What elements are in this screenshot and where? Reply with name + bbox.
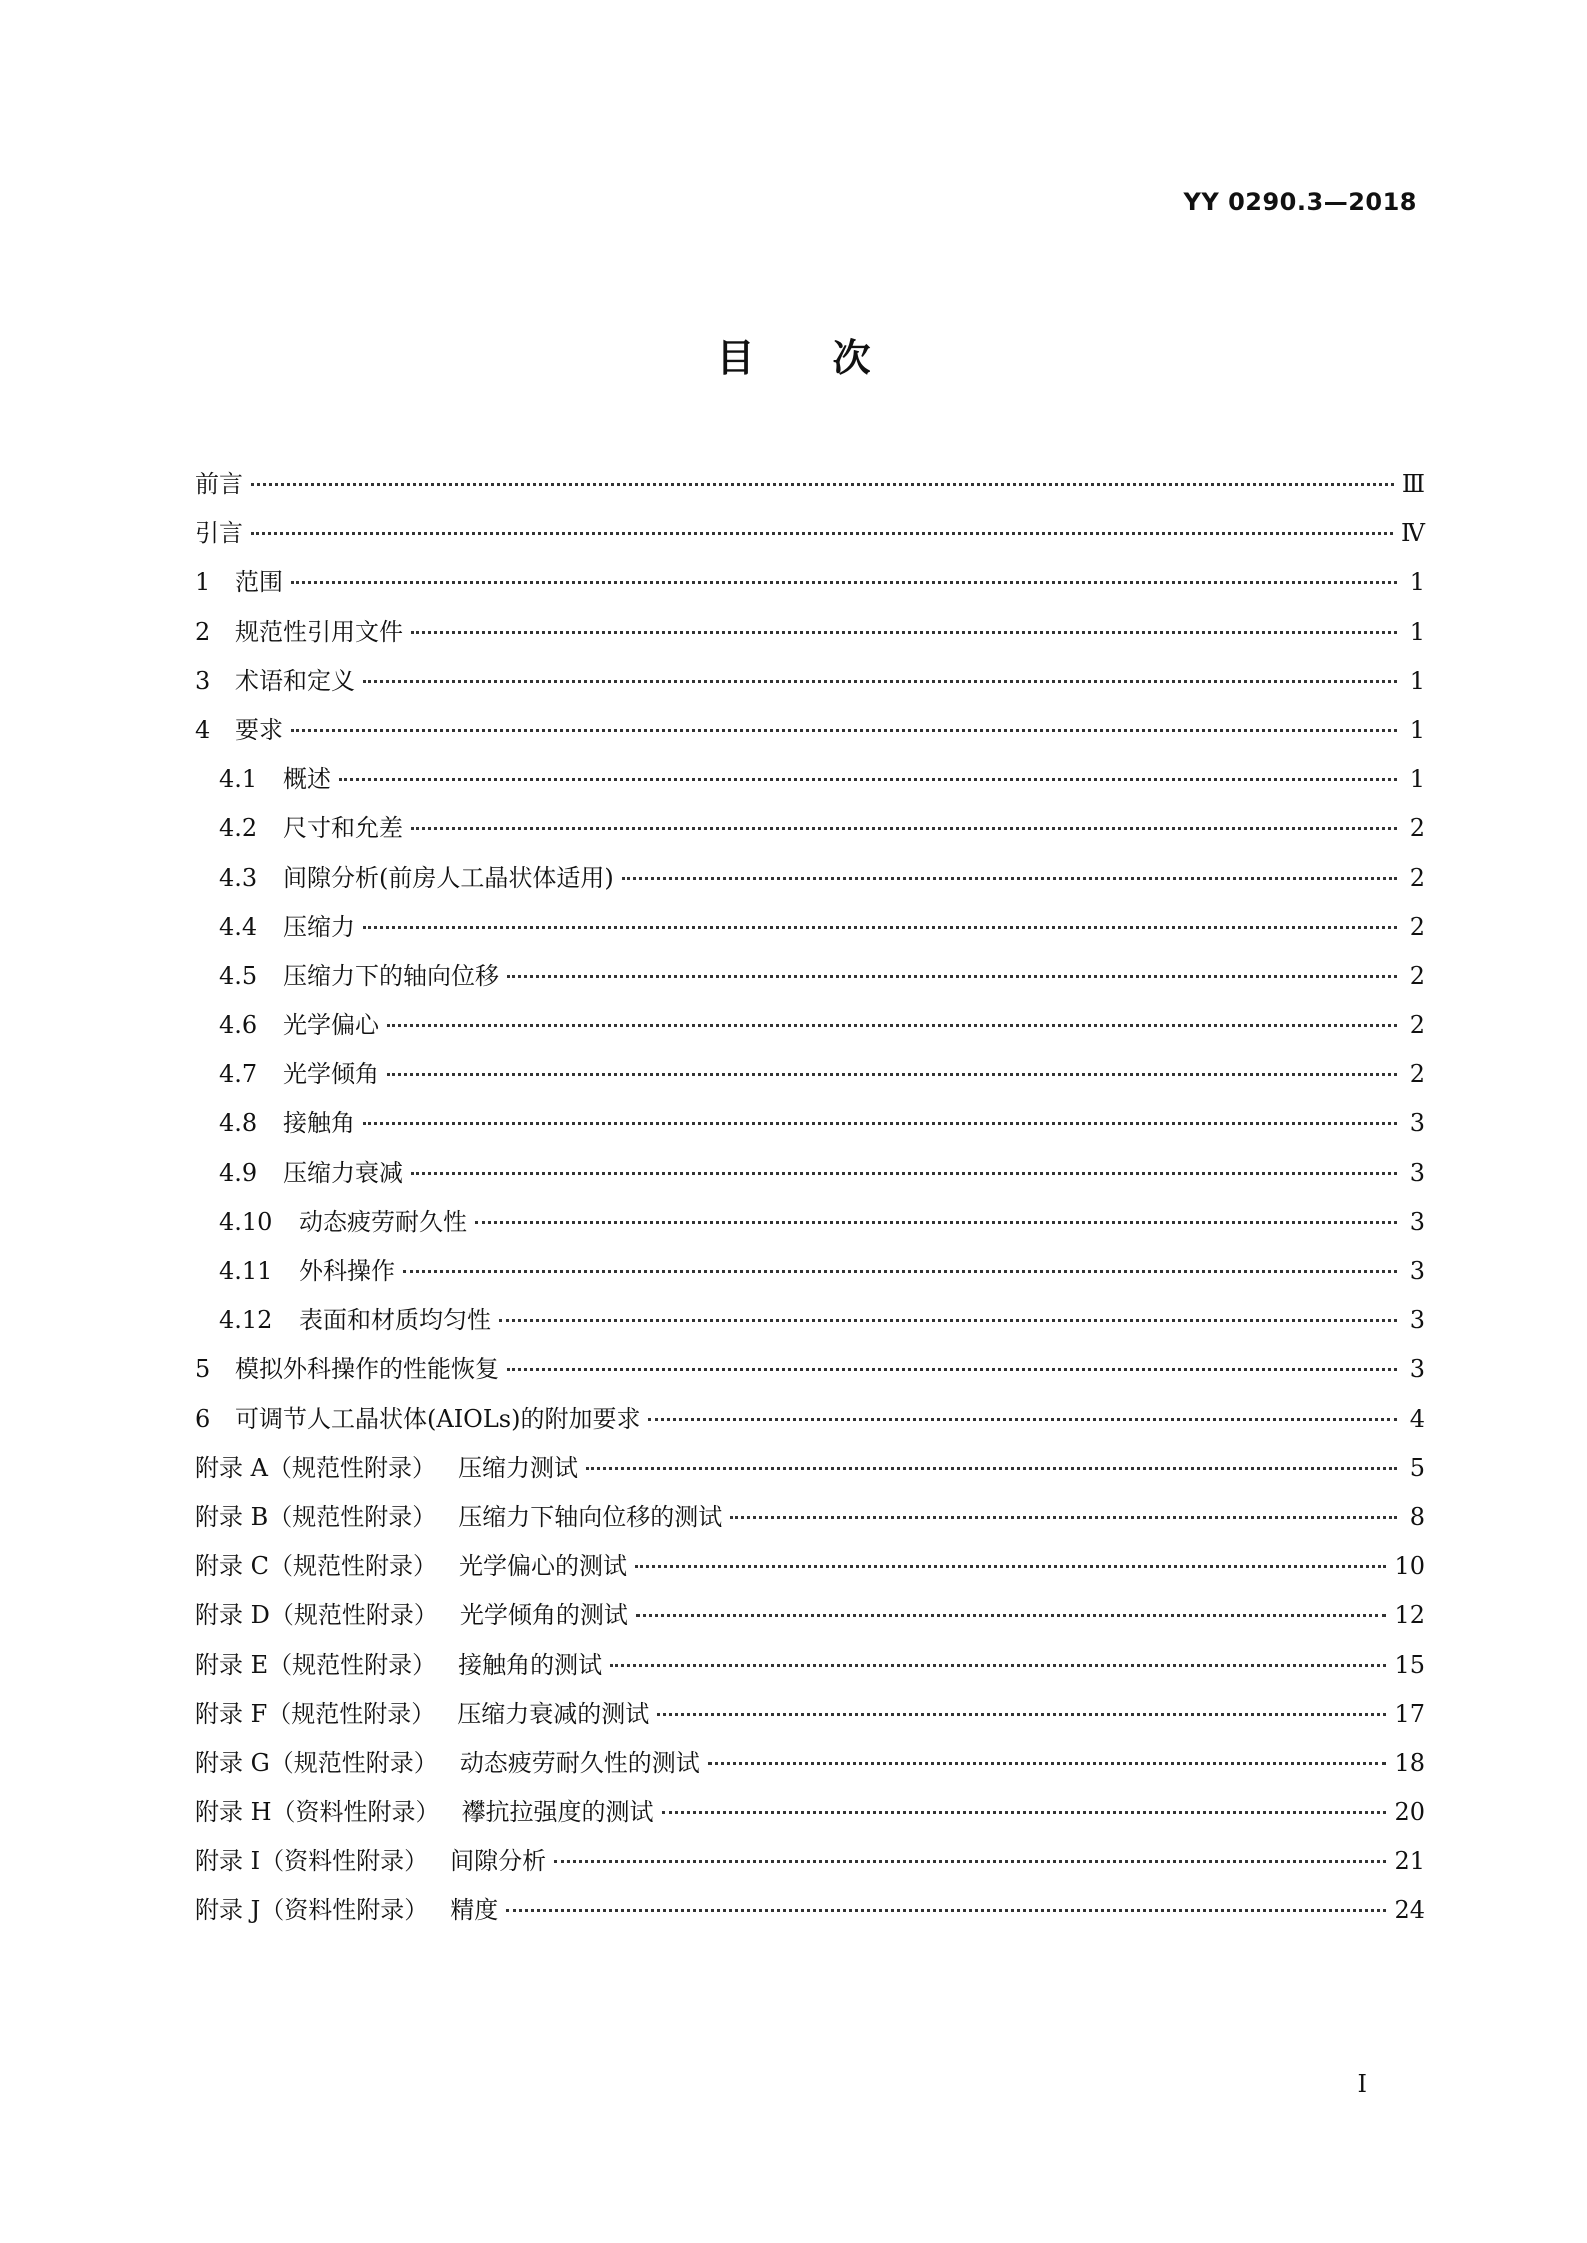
toc-leader-dots <box>475 1221 1397 1224</box>
toc-entry-number: 1 <box>195 568 211 597</box>
toc-entry[interactable] <box>195 854 1425 903</box>
toc-entry-page: 2 <box>1409 863 1425 892</box>
toc-entry-label: 光学偏心 <box>283 1011 379 1040</box>
toc-leader-dots <box>657 1713 1386 1716</box>
toc-entry-page: 3 <box>1409 1158 1425 1187</box>
toc-entry[interactable] <box>195 608 1425 657</box>
toc-entry-page: 8 <box>1409 1502 1425 1531</box>
toc-entry-label: 接触角 <box>283 1109 355 1138</box>
toc-leader-dots <box>507 1368 1397 1371</box>
toc-leader-dots <box>554 1860 1386 1863</box>
toc-entry-label: 光学倾角的测试 <box>459 1601 628 1630</box>
toc-entry-page: 17 <box>1394 1699 1425 1728</box>
toc-entry[interactable] <box>195 509 1425 558</box>
toc-entry-page: 2 <box>1409 814 1425 843</box>
toc-leader-dots <box>499 1319 1397 1322</box>
toc-leader-dots <box>662 1811 1387 1814</box>
toc-entry-label: 引言 <box>195 519 243 548</box>
toc-entry-page: 20 <box>1394 1798 1425 1827</box>
toc-leader-dots <box>291 729 1397 732</box>
toc-entry-label: 压缩力下轴向位移的测试 <box>458 1502 723 1531</box>
toc-leader-dots <box>363 926 1397 929</box>
toc-leader-dots <box>291 581 1397 584</box>
toc-leader-dots <box>506 1909 1386 1912</box>
toc-entry-page: 18 <box>1394 1748 1425 1777</box>
toc-entry-annex-tag: 附录 E（规范性附录） <box>195 1650 437 1679</box>
toc-entry-number: 4.3 <box>219 863 258 892</box>
toc-leader-dots <box>507 975 1397 978</box>
toc-entry-page: 2 <box>1409 1060 1425 1089</box>
toc-entry[interactable] <box>195 1690 1425 1739</box>
toc-entry[interactable] <box>195 1493 1425 1542</box>
toc-entry-label: 接触角的测试 <box>458 1650 603 1679</box>
toc-entry[interactable] <box>195 952 1425 1001</box>
toc-entry-page: 21 <box>1394 1847 1425 1876</box>
toc-entry-page: 1 <box>1409 765 1425 794</box>
toc-entry-annex-tag: 附录 C（规范性附录） <box>195 1552 437 1581</box>
toc-entry[interactable] <box>195 1444 1425 1493</box>
toc-entry-label: 术语和定义 <box>235 666 355 695</box>
toc-entry-label: 光学倾角 <box>283 1060 379 1089</box>
toc-entry-label: 动态疲劳耐久性 <box>299 1207 467 1236</box>
toc-entry-number: 4.6 <box>219 1011 258 1040</box>
toc-entry[interactable] <box>195 1591 1425 1640</box>
toc-leader-dots <box>411 631 1397 634</box>
toc-entry-page: 5 <box>1409 1453 1425 1482</box>
toc-entry-number: 3 <box>195 666 211 695</box>
toc-entry-label: 压缩力 <box>283 912 355 941</box>
toc-entry-number: 4.5 <box>219 961 258 990</box>
toc-entry-number: 4.11 <box>219 1257 273 1285</box>
toc-entry[interactable] <box>195 1198 1425 1247</box>
toc-leader-dots <box>387 1073 1397 1076</box>
toc-entry-number: 4.9 <box>219 1158 258 1187</box>
toc-entry-label: 光学偏心的测试 <box>459 1552 627 1581</box>
toc-entry[interactable] <box>195 1886 1425 1935</box>
toc-entry-number: 4.4 <box>219 912 258 941</box>
document-code: YY 0290.3—2018 <box>1183 188 1417 216</box>
toc-leader-dots <box>586 1467 1397 1470</box>
toc-entry-label: 精度 <box>450 1896 499 1925</box>
toc-entry-annex-tag: 附录 A（规范性附录） <box>195 1453 436 1482</box>
toc-entry-page: 3 <box>1409 1109 1425 1138</box>
toc-entry-label: 襻抗拉强度的测试 <box>461 1798 654 1827</box>
toc-entry-page: 15 <box>1394 1650 1425 1679</box>
toc-entry-page: 4 <box>1409 1404 1425 1433</box>
toc-entry-number: 4 <box>195 715 211 744</box>
toc-entry-annex-tag: 附录 D（规范性附录） <box>195 1601 438 1630</box>
toc-entry-label: 压缩力衰减 <box>283 1158 403 1187</box>
toc-leader-dots <box>251 532 1393 535</box>
toc-entry-page: Ⅲ <box>1401 470 1425 498</box>
toc-entry-page: 10 <box>1394 1552 1425 1581</box>
toc-entry-number: 4.2 <box>219 814 258 843</box>
toc-leader-dots <box>708 1762 1387 1765</box>
toc-entry-page: Ⅳ <box>1401 519 1425 548</box>
toc-entry-number: 5 <box>195 1355 211 1384</box>
toc-leader-dots <box>610 1664 1386 1667</box>
toc-entry[interactable] <box>195 1837 1425 1886</box>
toc-entry-page: 2 <box>1409 1011 1425 1040</box>
toc-entry-label: 范围 <box>235 568 283 597</box>
toc-entry[interactable] <box>195 1395 1425 1444</box>
toc-entry[interactable] <box>195 1542 1425 1591</box>
toc-entry[interactable] <box>195 706 1425 755</box>
toc-leader-dots <box>636 1614 1387 1617</box>
toc-entry-annex-tag: 附录 G（规范性附录） <box>195 1748 438 1777</box>
toc-entry-number: 4.1 <box>219 765 258 794</box>
toc-entry-page: 3 <box>1409 1207 1425 1236</box>
toc-entry-label: 模拟外科操作的性能恢复 <box>235 1355 499 1384</box>
toc-entry-page: 2 <box>1409 912 1425 941</box>
toc-entry-page: 1 <box>1409 568 1425 597</box>
toc-entry-label: 可调节人工晶状体(AIOLs)的附加要求 <box>235 1404 641 1433</box>
toc-entry[interactable] <box>195 460 1425 509</box>
toc-leader-dots <box>622 877 1397 880</box>
toc-entry-number: 4.12 <box>219 1306 273 1335</box>
toc-leader-dots <box>730 1516 1397 1519</box>
page-title: 目次 <box>716 336 949 380</box>
toc-entry-label: 规范性引用文件 <box>235 617 403 646</box>
toc-entry[interactable] <box>195 1149 1425 1198</box>
toc-leader-dots <box>403 1270 1397 1273</box>
toc-leader-dots <box>411 1172 1397 1175</box>
toc-entry-label: 前言 <box>195 470 243 498</box>
toc-entry[interactable] <box>195 1099 1425 1148</box>
toc-entry-page: 3 <box>1409 1306 1425 1335</box>
toc-leader-dots <box>251 483 1394 486</box>
toc-entry-number: 6 <box>195 1404 211 1433</box>
toc-entry-annex-tag: 附录 H（资料性附录） <box>195 1798 440 1827</box>
toc-entry[interactable] <box>195 1050 1425 1099</box>
toc-entry-page: 1 <box>1409 666 1425 695</box>
toc-entry-label: 压缩力下的轴向位移 <box>283 961 499 990</box>
toc-entry-label: 表面和材质均匀性 <box>299 1306 491 1335</box>
toc-leader-dots <box>363 680 1397 683</box>
toc-entry-number: 4.10 <box>219 1207 273 1236</box>
toc-entry-page: 3 <box>1409 1355 1425 1384</box>
toc-leader-dots <box>411 827 1397 830</box>
toc-entry-number: 4.7 <box>219 1060 258 1089</box>
toc-entry-label: 要求 <box>235 715 283 744</box>
toc-entry[interactable] <box>195 558 1425 607</box>
toc-entry-label: 动态疲劳耐久性的测试 <box>459 1748 700 1777</box>
toc-entry-label: 间隙分析 <box>450 1847 547 1876</box>
toc-entry-page: 2 <box>1409 961 1425 990</box>
toc-entry[interactable] <box>195 1001 1425 1050</box>
toc-entry-label: 外科操作 <box>299 1257 395 1285</box>
toc-entry-label: 压缩力衰减的测试 <box>457 1699 650 1728</box>
toc-leader-dots <box>387 1024 1397 1027</box>
toc-entry-number: 2 <box>195 617 211 646</box>
toc-entry[interactable] <box>195 1296 1425 1345</box>
toc-entry-page: 1 <box>1409 617 1425 646</box>
toc-entry[interactable] <box>195 1739 1425 1788</box>
table-of-contents <box>195 460 1425 1936</box>
toc-entry-annex-tag: 附录 F（规范性附录） <box>195 1699 436 1728</box>
toc-entry-annex-tag: 附录 J（资料性附录） <box>195 1896 429 1925</box>
page-number: I <box>1357 2070 1367 2098</box>
toc-entry-annex-tag: 附录 B（规范性附录） <box>195 1502 437 1531</box>
toc-leader-dots <box>363 1122 1397 1125</box>
toc-entry[interactable] <box>195 657 1425 706</box>
toc-entry[interactable] <box>195 903 1425 952</box>
toc-entry-label: 尺寸和允差 <box>283 814 403 843</box>
toc-entry-page: 1 <box>1409 715 1425 744</box>
toc-entry[interactable] <box>195 804 1425 853</box>
toc-entry-label: 压缩力测试 <box>457 1453 578 1482</box>
toc-entry[interactable] <box>195 1788 1425 1837</box>
toc-entry-page: 24 <box>1394 1896 1425 1925</box>
toc-entry-page: 12 <box>1394 1601 1425 1630</box>
toc-entry-label: 概述 <box>283 765 331 794</box>
toc-leader-dots <box>648 1418 1397 1421</box>
toc-entry[interactable] <box>195 1641 1425 1690</box>
toc-entry-annex-tag: 附录 I（资料性附录） <box>195 1847 429 1876</box>
toc-entry[interactable] <box>195 1247 1425 1296</box>
toc-entry-page: 3 <box>1409 1257 1425 1285</box>
toc-entry-number: 4.8 <box>219 1109 258 1138</box>
toc-entry[interactable] <box>195 755 1425 804</box>
toc-leader-dots <box>339 778 1397 781</box>
toc-leader-dots <box>635 1565 1386 1568</box>
toc-entry[interactable] <box>195 1345 1425 1394</box>
toc-entry-label: 间隙分析(前房人工晶状体适用) <box>283 863 614 892</box>
